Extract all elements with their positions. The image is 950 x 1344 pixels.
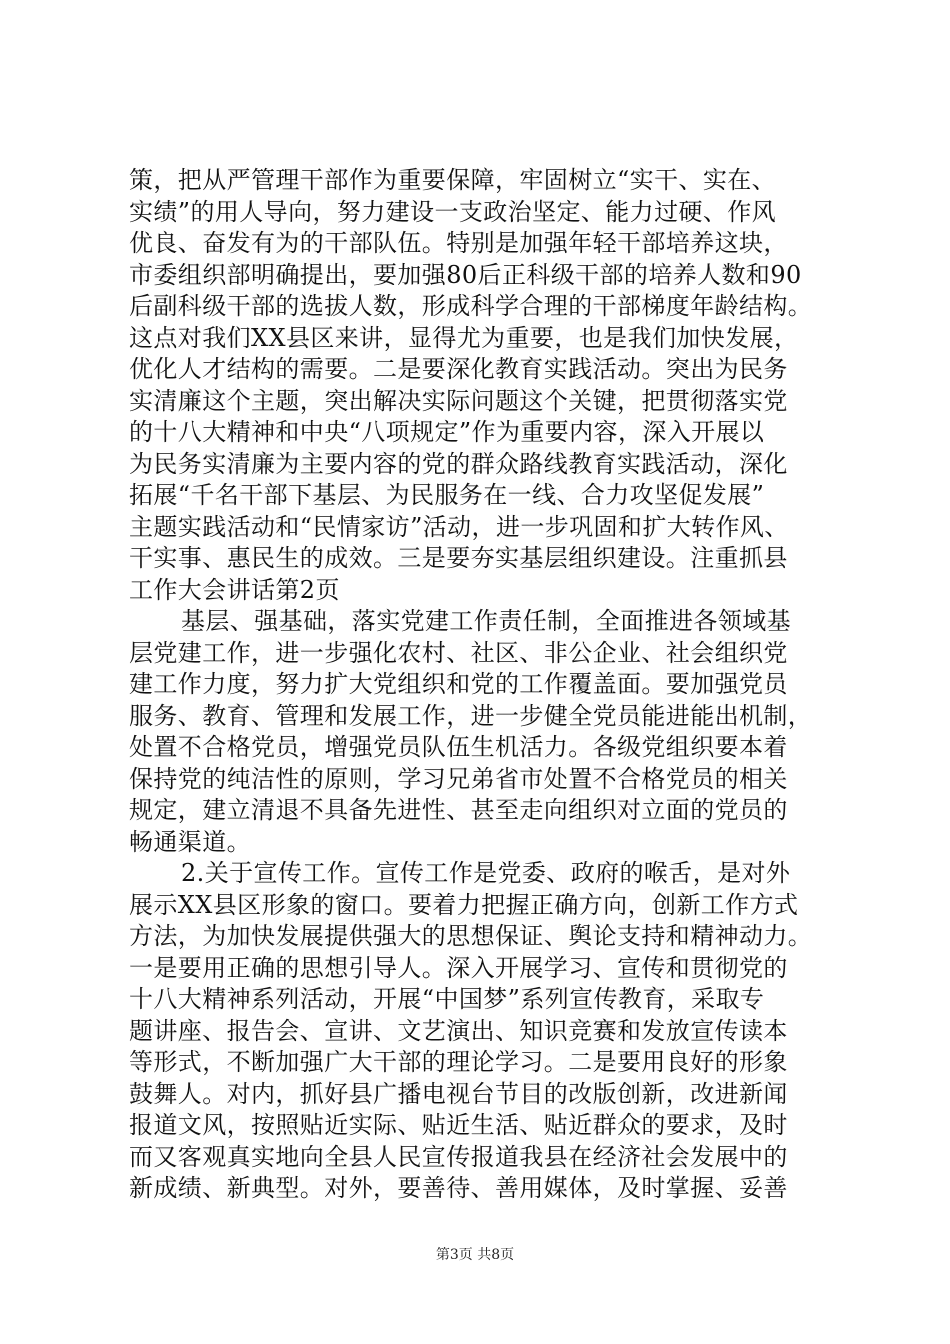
text-line: 保持党的纯洁性的原则，学习兄弟省市处置不合格党员的相关 [129,764,788,793]
text-line: 为民务实清廉为主要内容的党的群众路线教育实践活动，深化 [129,449,788,478]
text-line: 工作大会讲话第2页 [129,575,340,604]
text-line: 市委组织部明确提出，要加强80后正科级干部的培养人数和90 [129,260,802,289]
text-line: 等形式，不断加强广大干部的理论学习。二是要用良好的形象 [129,1048,788,1076]
text-line: 干实事、惠民生的成效。三是要夯实基层组织建设。注重抓县 [129,544,788,572]
document-body [129,165,829,1205]
text-line: 建工作力度，努力扩大党组织和党的工作覆盖面。要加强党员 [129,670,788,698]
text-line: 主题实践活动和“民情家访”活动，进一步巩固和扩大转作风、 [129,512,789,541]
text-line: 展示XX县区形象的窗口。要着力把握正确方向，创新工作方式 [129,890,799,919]
page-number-footer: 第3页 共8页 [435,1247,515,1263]
text-line: 新成绩、新典型。对外，要善待、善用媒体，及时掌握、妥善 [129,1174,788,1202]
text-line: 鼓舞人。对内，抓好县广播电视台节目的改版创新，改进新闻 [129,1079,788,1108]
text-line: 后副科级干部的选拔人数，形成科学合理的干部梯度年龄结构。 [129,292,813,320]
text-line: 规定，建立清退不具备先进性、甚至走向组织对立面的党员的 [129,796,788,824]
paragraph-start-line: 2.关于宣传工作。宣传工作是党委、政府的喉舌，是对外 [181,859,791,887]
text-line: 畅通渠道。 [129,827,251,856]
text-line: 实清廉这个主题，突出解决实际问题这个关键，把贯彻落实党 [129,386,788,415]
text-line: 一是要用正确的思想引导人。深入开展学习、宣传和贯彻党的 [129,953,788,982]
text-line: 报道文风，按照贴近实际、贴近生活、贴近群众的要求，及时 [129,1111,788,1139]
text-line: 实绩”的用人导向，努力建设一支政治坚定、能力过硬、作风 [129,197,777,226]
text-line: 服务、教育、管理和发展工作，进一步健全党员能进能出机制， [129,701,813,730]
text-line: 层党建工作，进一步强化农村、社区、非公企业、社会组织党 [129,638,788,667]
paragraph-start-line: 基层、强基础，落实党建工作责任制，全面推进各领域基 [181,607,791,635]
text-line: 而又客观真实地向全县人民宣传报道我县在经济社会发展中的 [129,1142,788,1171]
text-line: 方法，为加快发展提供强大的思想保证、舆论支持和精神动力。 [129,922,813,950]
text-line: 策，把从严管理干部作为重要保障，牢固树立“实干、实在、 [129,166,777,194]
text-line: 的十八大精神和中央“八项规定”作为重要内容，深入开展以 [129,418,765,446]
text-line: 这点对我们XX县区来讲，显得尤为重要，也是我们加快发展， [129,323,799,352]
text-line: 拓展“千名干部下基层、为民服务在一线、合力攻坚促发展” [129,481,765,509]
text-line: 题讲座、报告会、宣讲、文艺演出、知识竞赛和发放宣传读本 [129,1016,788,1045]
text-line: 优良、奋发有为的干部队伍。特别是加强年轻干部培养这块， [129,229,788,257]
text-line: 优化人才结构的需要。二是要深化教育实践活动。突出为民务 [129,355,788,383]
text-line: 十八大精神系列活动，开展“中国梦”系列宣传教育，采取专 [129,985,765,1013]
text-line: 处置不合格党员，增强党员队伍生机活力。各级党组织要本着 [129,733,788,761]
